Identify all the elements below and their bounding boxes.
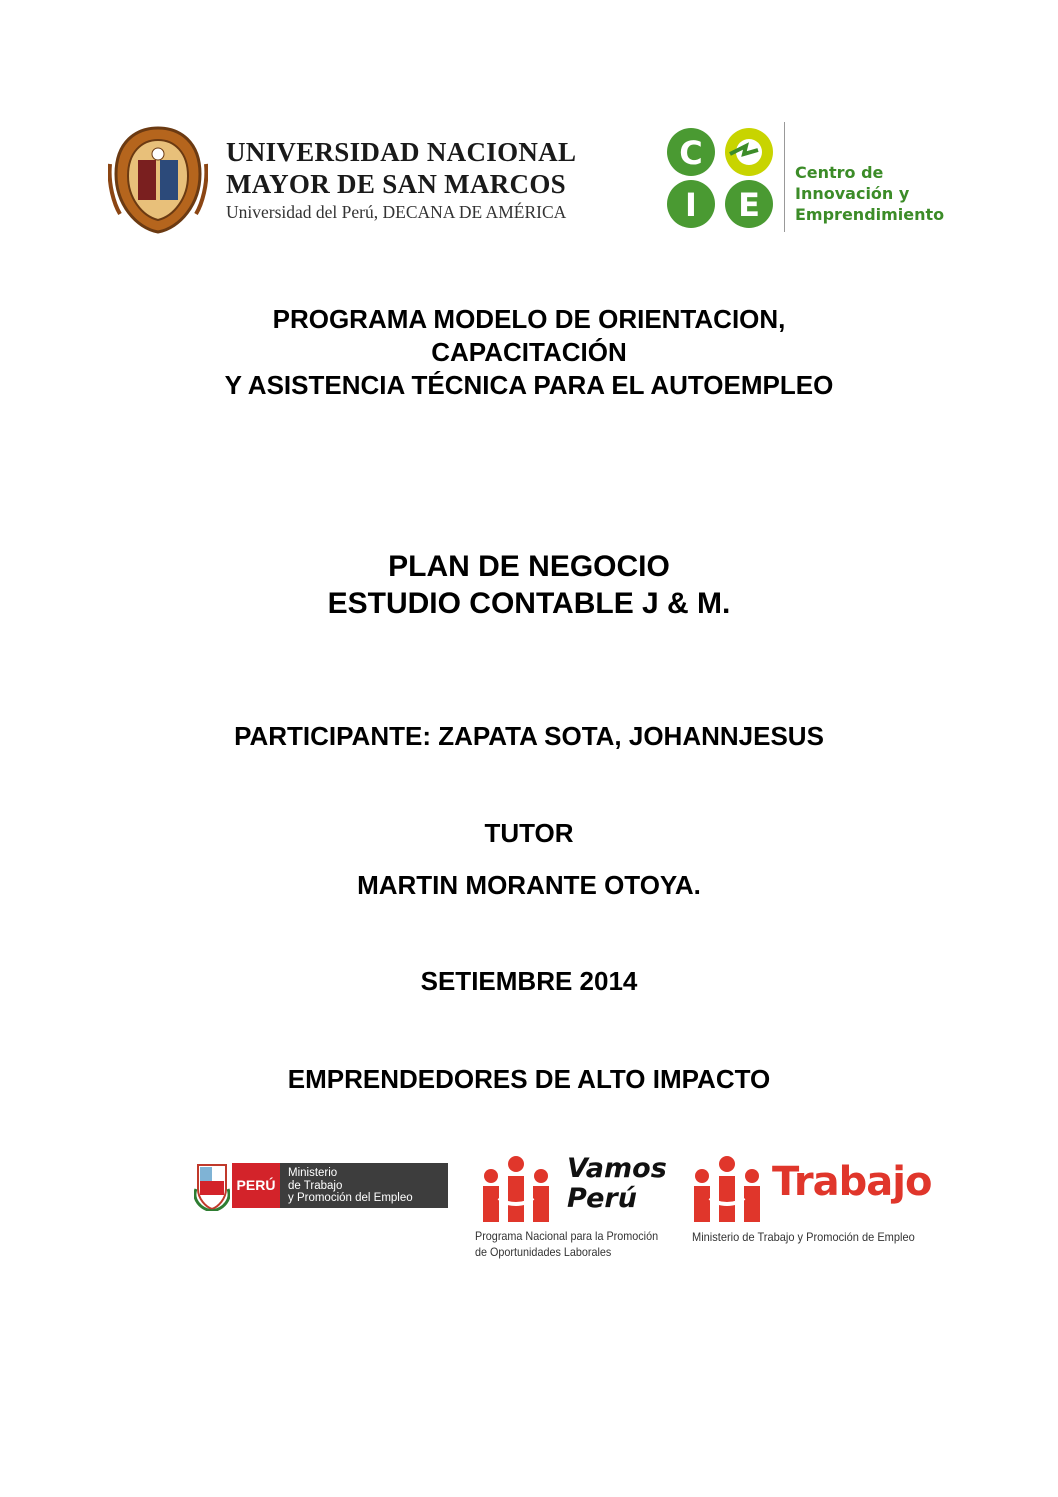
mintra-line3: y Promoción del Empleo	[288, 1192, 413, 1204]
peru-coat-of-arms-icon	[194, 1159, 230, 1211]
program-title	[0, 303, 1058, 402]
unmsm-logo	[108, 100, 588, 255]
mintra-logo	[190, 1155, 450, 1217]
vamos-line2: Perú	[567, 1183, 637, 1214]
people-figures-icon	[690, 1154, 764, 1224]
tutor-name: MARTIN MORANTE OTOYA.	[357, 870, 701, 900]
svg-text:C: C	[679, 134, 703, 172]
plan-title-line2: ESTUDIO CONTABLE J & M.	[327, 587, 731, 620]
unmsm-motto: Universidad del Perú, DECANA DE AMÉRICA	[226, 202, 567, 222]
vamos-peru-logo	[475, 1148, 685, 1263]
vamos-sub1: Programa Nacional para la Promoción	[475, 1229, 659, 1243]
participant-name: PARTICIPANTE: ZAPATA SOTA, JOHANNJESUS	[234, 721, 824, 751]
coie-divider	[784, 122, 785, 232]
vamos-sub2: de Oportunidades Laborales	[475, 1245, 612, 1259]
program-title-line2: CAPACITACIÓN	[431, 337, 627, 367]
unmsm-name-line1: UNIVERSIDAD NACIONAL	[226, 137, 577, 167]
coie-name-line2: Innovación y	[795, 184, 910, 203]
tutor-label: TUTOR	[484, 818, 574, 848]
trabajo-title: Trabajo	[772, 1159, 932, 1205]
program-title-line1: PROGRAMA MODELO DE ORIENTACION,	[272, 304, 786, 334]
vamos-line1: Vamos	[567, 1153, 667, 1184]
mintra-line1: Ministerio	[288, 1167, 338, 1179]
plan-title	[0, 548, 1058, 622]
document-date: SETIEMBRE 2014	[420, 966, 638, 996]
coie-name-line3: Emprendimiento	[795, 205, 945, 224]
peru-label: PERÚ	[232, 1163, 280, 1208]
svg-text:I: I	[685, 186, 697, 224]
trabajo-logo	[688, 1148, 932, 1248]
plan-title-line1: PLAN DE NEGOCIO	[388, 550, 670, 583]
people-figures-icon	[479, 1154, 553, 1224]
coie-letters-icon	[666, 124, 778, 232]
svg-text:E: E	[738, 186, 760, 224]
trabajo-subtitle: Ministerio de Trabajo y Promoción de Empleo	[692, 1230, 915, 1244]
tagline: EMPRENDEDORES DE ALTO IMPACTO	[287, 1064, 771, 1094]
coie-logo	[666, 120, 956, 235]
university-seal-icon	[108, 124, 208, 236]
unmsm-name-line2: MAYOR DE SAN MARCOS	[226, 169, 566, 199]
mintra-line2: de Trabajo	[288, 1179, 343, 1192]
coie-name-line1: Centro de	[795, 163, 884, 182]
program-title-line3: Y ASISTENCIA TÉCNICA PARA EL AUTOEMPLEO	[224, 370, 834, 400]
